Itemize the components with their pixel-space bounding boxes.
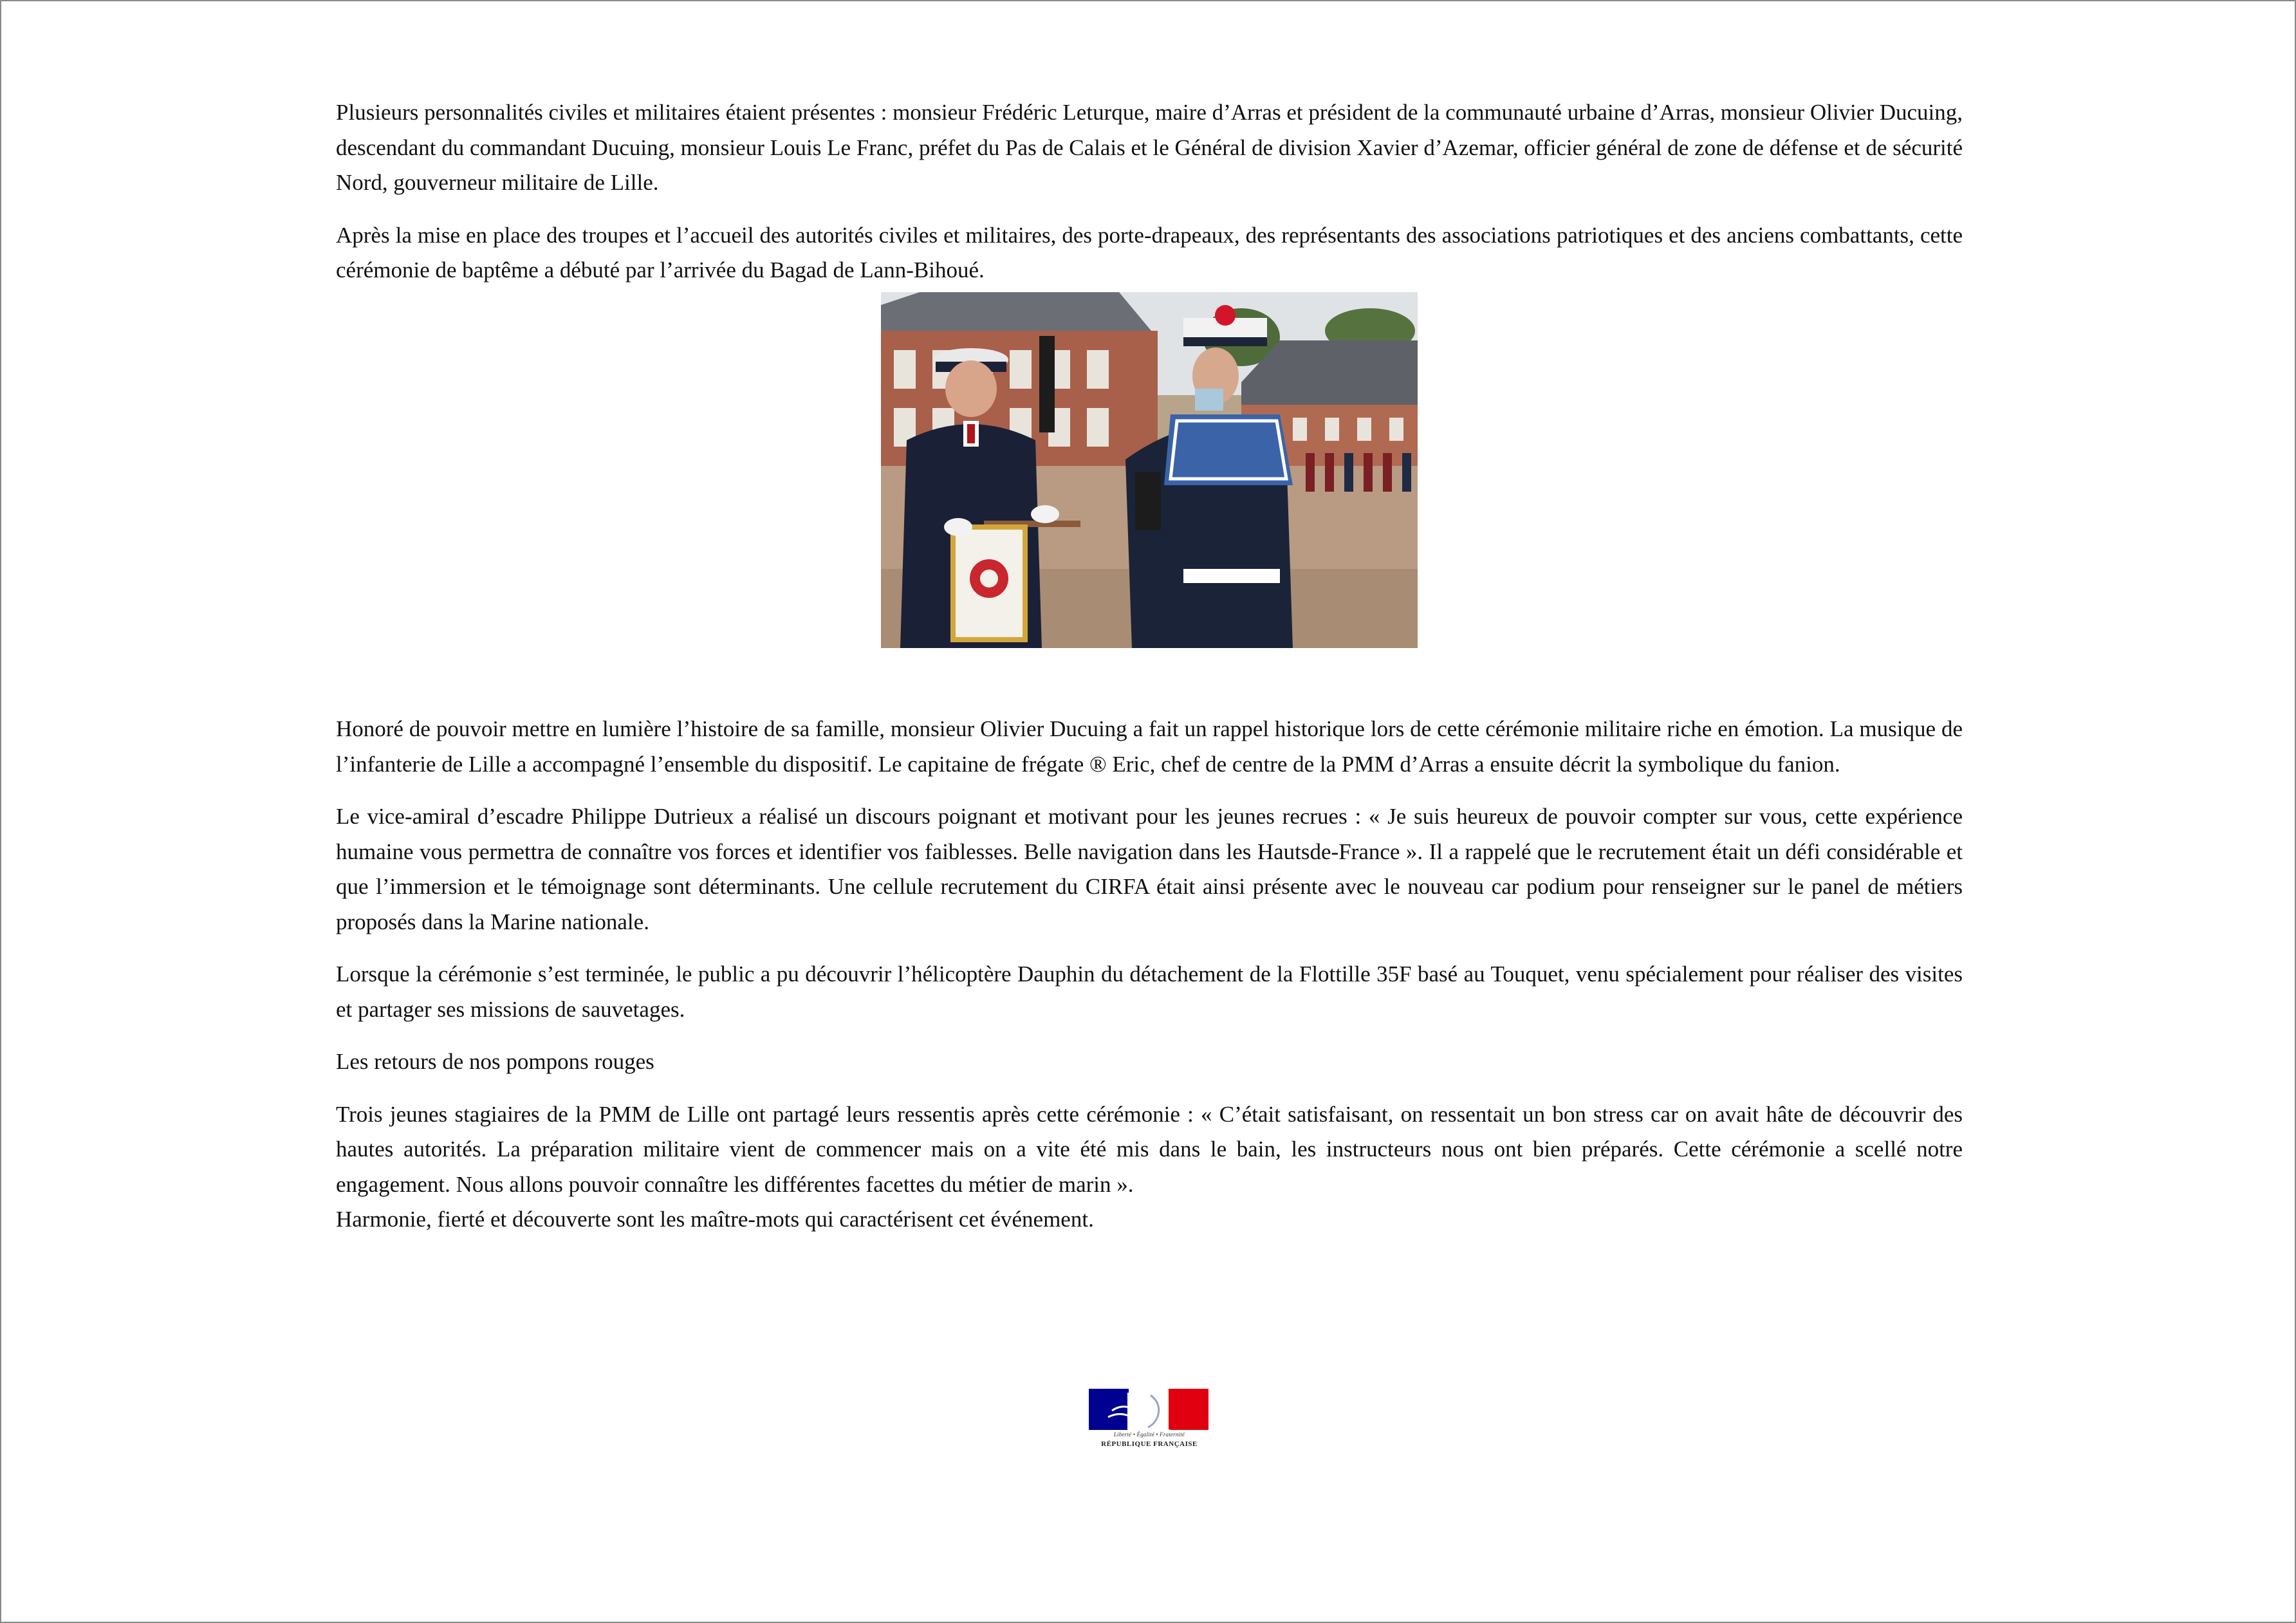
paragraph: Trois jeunes stagiaires de la PMM de Lille ont partagé leurs ressentis après cette cérémonie : « C’était satisfaisant, on ressentait un bon stress car on avait hâte de découvrir des hautes autorités. La préparation militaire vient de commencer mais on a vite été mis dans le bain, les instructeurs nous ont bien préparés. Cette cérémonie a scellé notre engagement. Nous allons pouvoir connaître les différentes facettes du métier de marin ». xyxy=(336,1101,1963,1197)
logo-motto: Liberté • Égalité • Fraternité xyxy=(1113,1431,1185,1438)
text-block-bottom xyxy=(336,712,1963,1238)
republique-francaise-logo xyxy=(1089,1389,1210,1461)
ceremony-photo xyxy=(881,292,1418,648)
logo-name: RÉPUBLIQUE FRANÇAISE xyxy=(1101,1440,1198,1448)
paragraph: Lorsque la cérémonie s’est terminée, le public a pu découvrir l’hélicoptère Dauphin du détachement de la Flottille 35F basé au Touquet, venu spécialement pour réaliser des visites et partager ses missions de sauvetages. xyxy=(336,961,1963,1022)
section-heading: Les retours de nos pompons rouges xyxy=(336,1049,654,1074)
ceremony-photo-illustration xyxy=(881,292,1418,648)
text-block-top xyxy=(336,95,1963,288)
paragraph: Harmonie, fierté et découverte sont les maître-mots qui caractérisent cet événement. xyxy=(336,1207,1094,1232)
paragraph: Honoré de pouvoir mettre en lumière l’histoire de sa famille, monsieur Olivier Ducuing a fait un rappel historique lors de cette cérémonie militaire riche en émotion. La musique de l’infanterie de Lille a accompagné l’ensemble du dispositif. Le capitaine de frégate ® Eric, chef de centre de la PMM d’Arras a ensuite décrit la symbolique du fanion. xyxy=(336,716,1963,777)
paragraph: Plusieurs personnalités civiles et militaires étaient présentes : monsieur Frédéric Leturque, maire d’Arras et président de la communauté urbaine d’Arras, monsieur Olivier Ducuing, descendant du commandant Ducuing, monsieur Louis Le Franc, préfet du Pas de Calais et le Général de division Xavier d’Azemar, officier général de zone de défense et de sécurité Nord, gouverneur militaire de Lille. xyxy=(336,100,1963,195)
marianne-flag-icon xyxy=(1089,1389,1208,1430)
paragraph: Le vice-amiral d’escadre Philippe Dutrieux a réalisé un discours poignant et motivant pour les jeunes recrues : « Je suis heureux de pouvoir compter sur vous, cette expérience humaine vous permettra de connaître vos forces et identifier vos faiblesses. Belle navigation dans les Hautsde-France ». Il a rappelé que le recrutement était un défi considérable et que l’immersion et le témoignage sont déterminants. Une cellule recrutement du CIRFA était ainsi présente avec le nouveau car podium pour renseigner sur le panel de métiers proposés dans la Marine nationale. xyxy=(336,804,1963,934)
paragraph: Après la mise en place des troupes et l’accueil des autorités civiles et militaires, des porte-drapeaux, des représentants des associations patriotiques et des anciens combattants, cette cérémonie de baptême a débuté par l’arrivée du Bagad de Lann-Bihoué. xyxy=(336,222,1963,283)
